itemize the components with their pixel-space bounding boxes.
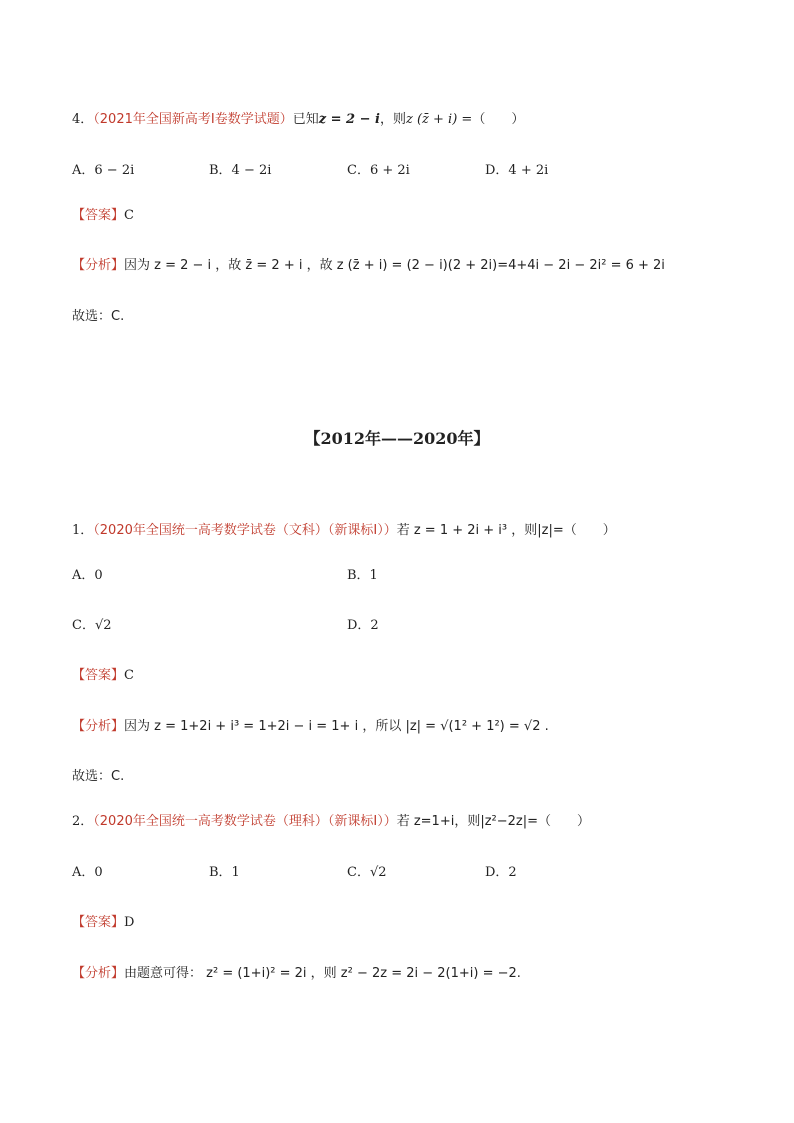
q4-option-a: A．6 − 2i [72, 163, 135, 178]
q2-option-c: C．√2 [347, 865, 387, 880]
q4-option-c: C．6 + 2i [347, 163, 410, 178]
q2-answer-tag: 【答案】 [72, 915, 125, 930]
q4-source: （2021年全国新高考Ⅰ卷数学试题） [93, 112, 293, 127]
q4-answer: C [124, 208, 134, 223]
q1-answer-line [72, 664, 134, 683]
q2-stem-text: 若 z=1+i，则|z²−2z|=（ ） [396, 814, 591, 829]
q4-option-d: D．4 + 2i [485, 163, 549, 178]
q2-option-a: A．0 [72, 865, 103, 880]
q2-analysis: 由题意可得： z² = (1+i)² = 2i ，则 z² − 2z = 2i − 2(1+i) = −2. [124, 966, 521, 981]
q4-analysis-tag: 【分析】 [72, 258, 125, 273]
q2-source: （2020年全国统一高考数学试卷（理科）（新课标Ⅰ）） [93, 814, 397, 829]
q4-stem-mid: ，则 [379, 112, 406, 127]
q4-analysis: 因为 z = 2 − i ，故 z̄ = 2 + i ，故 z (z̄ + i) = (2 − i)(2 + 2i)=4+4i − 2i − 2i² = 6 + 2i [124, 258, 665, 273]
q2-option-d: D．2 [485, 865, 517, 880]
q4-option-b: B．4 − 2i [209, 163, 272, 178]
q2-analysis-tag: 【分析】 [72, 966, 125, 981]
q1-option-c: C．√2 [72, 618, 112, 633]
q1-source: （2020年全国统一高考数学试卷（文科）（新课标Ⅰ）） [93, 523, 397, 538]
q1-analysis: 因为 z = 1+2i + i³ = 1+2i − i = 1+ i ，所以 |z| = √(1² + 1²) = √2 . [124, 719, 549, 734]
q4-analysis-line [72, 254, 665, 273]
q1-answer-tag: 【答案】 [72, 668, 125, 683]
q4-stem-pre: 已知 [292, 112, 319, 127]
q1-conclusion: 故选：C. [72, 769, 125, 784]
q4-answer-tag: 【答案】 [72, 208, 125, 223]
q1-stem-text: 若 z = 1 + 2i + i³ ，则|z|=（ ） [396, 523, 616, 538]
q2-option-b: B．1 [209, 865, 240, 880]
q4-stem-expr: z (z̄ + i) = [406, 112, 473, 127]
q1-analysis-line [72, 715, 549, 734]
q4-number: 4． [72, 112, 94, 127]
q1-analysis-tag: 【分析】 [72, 719, 125, 734]
q1-stem [72, 519, 616, 538]
q2-stem [72, 810, 590, 829]
q2-analysis-line [72, 962, 521, 981]
q1-option-a: A．0 [72, 568, 103, 583]
q1-option-d: D．2 [347, 618, 379, 633]
q4-stem-z: z = 2 − i [318, 112, 380, 127]
q2-answer: D [124, 915, 135, 930]
q2-answer-line [72, 911, 134, 930]
q1-number: 1． [72, 523, 94, 538]
q4-stem-blank: （ ） [472, 112, 525, 127]
section-heading: 【2012年——2020年】 [304, 429, 490, 448]
q4-stem [72, 108, 524, 127]
q4-conclusion: 故选：C. [72, 309, 125, 324]
q1-option-b: B．1 [347, 568, 378, 583]
q1-answer: C [124, 668, 134, 683]
q4-answer-line [72, 204, 134, 223]
q2-number: 2． [72, 814, 94, 829]
